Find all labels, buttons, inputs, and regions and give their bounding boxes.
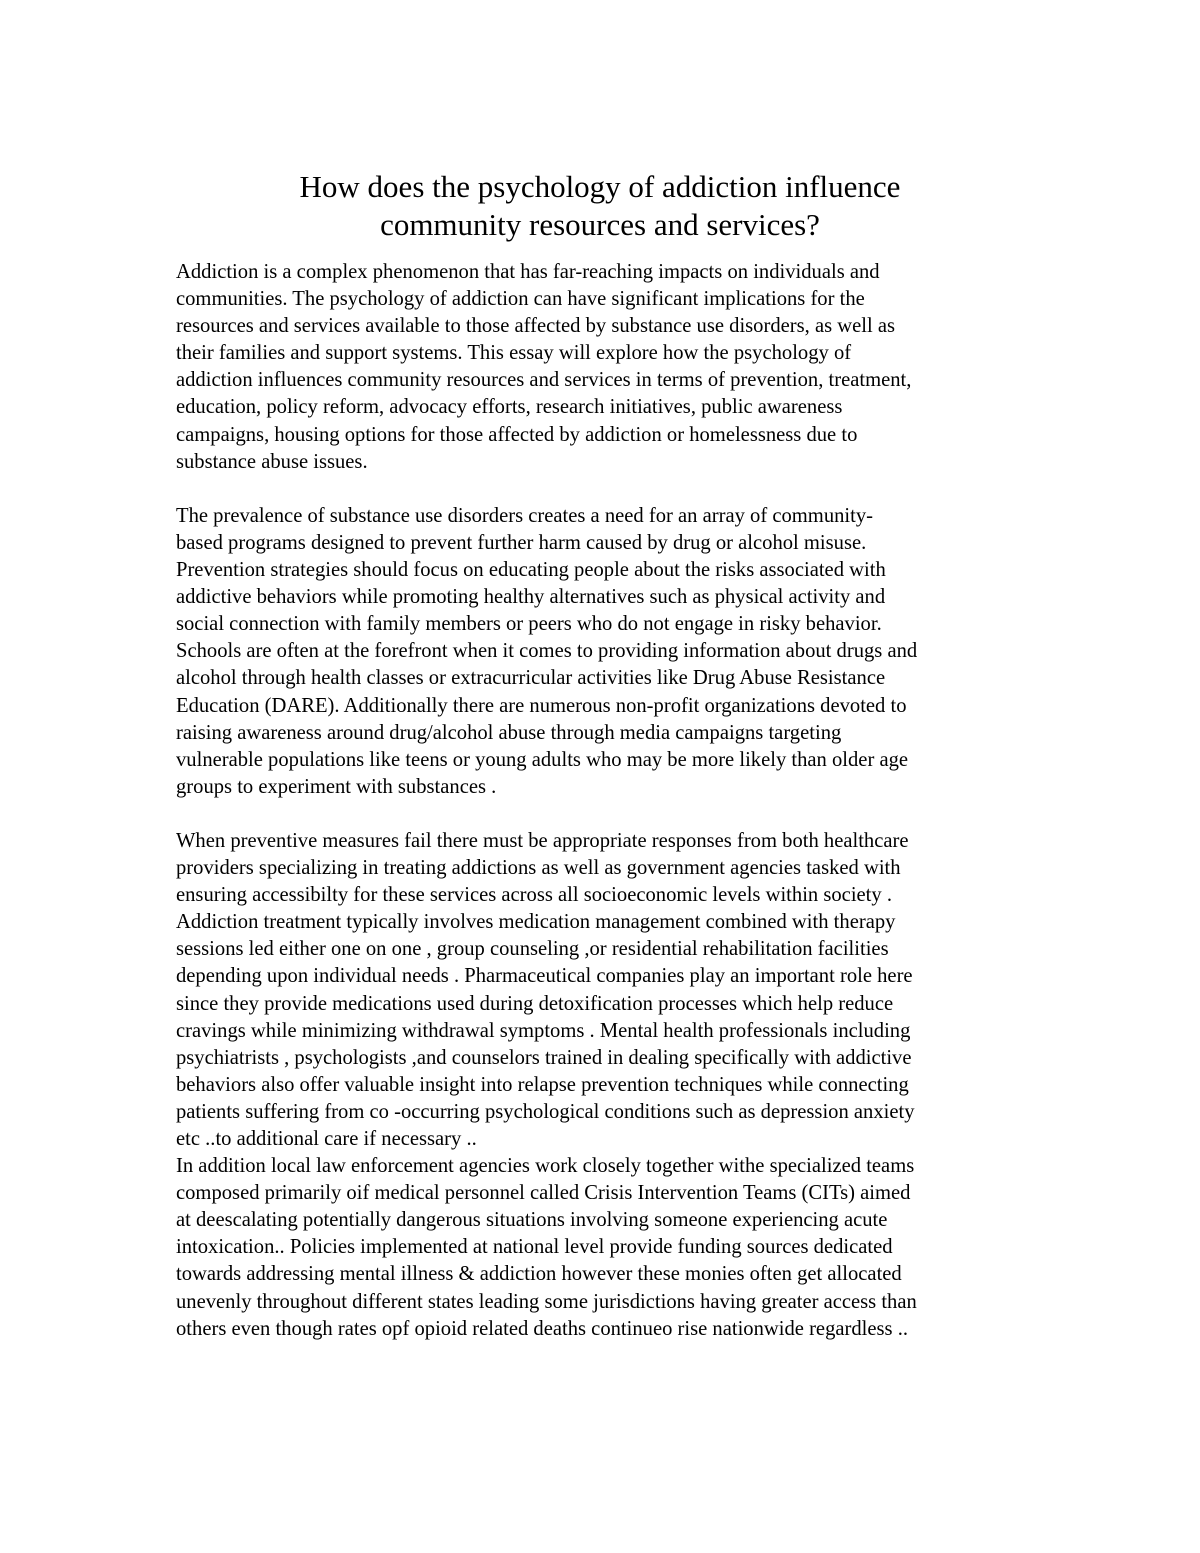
text-line: alcohol through health classes or extracurricular activities like Drug Abuse Resistance (176, 667, 886, 690)
text-line: composed primarily oif medical personnel called Crisis Intervention Teams (CITs) aimed (176, 1182, 911, 1205)
text-line: resources and services available to those affected by substance use disorders, as well as (176, 315, 896, 338)
paragraph-4 (176, 1153, 1036, 1343)
text-line: addiction influences community resources and services in terms of prevention, treatment, (176, 369, 912, 392)
text-line: their families and support systems. This essay will explore how the psychology of (176, 342, 852, 365)
text-line: raising awareness around drug/alcohol abuse through media campaigns targeting (176, 721, 842, 744)
text-line: Prevention strategies should focus on educating people about the risks associated with (176, 559, 886, 582)
title-line: community resources and services? (380, 207, 820, 242)
text-line: Education (DARE). Additionally there are numerous non-profit organizations devoted to (176, 694, 907, 717)
text-line: Addiction is a complex phenomenon that has far-reaching impacts on individuals and (176, 261, 880, 283)
text-line: unevenly throughout different states leading some jurisdictions having greater access than (176, 1290, 917, 1313)
paragraph-spacer (176, 801, 1036, 828)
text-line: campaigns, housing options for those affected by addiction or homelessness due to (176, 423, 858, 446)
text-line: depending upon individual needs . Pharmaceutical companies play an important role here (176, 965, 913, 988)
text-line: communities. The psychology of addiction can have significant implications for the (176, 288, 865, 311)
document-title (176, 168, 1024, 244)
text-line: addictive behaviors while promoting healthy alternatives such as physical activity and (176, 586, 886, 609)
text-line: based programs designed to prevent further harm caused by drug or alcohol misuse. (176, 531, 867, 554)
text-line: When preventive measures fail there must be appropriate responses from both healthcare (176, 829, 909, 852)
text-line: psychiatrists , psychologists ,and counselors trained in dealing specifically with addictive (176, 1046, 912, 1069)
text-line: providers specializing in treating addictions as well as government agencies tasked with (176, 857, 901, 880)
text-line: substance abuse issues. (176, 450, 368, 473)
paragraph-1 (176, 259, 1036, 476)
title-line: How does the psychology of addiction influence (299, 169, 901, 204)
text-line: vulnerable populations like teens or young adults who may be more likely than older age (176, 748, 909, 771)
text-line: others even though rates opf opioid related deaths continueo rise nationwide regardless .. (176, 1317, 909, 1340)
paragraph-2 (176, 503, 1036, 801)
text-line: cravings while minimizing withdrawal symptoms . Mental health professionals including (176, 1019, 911, 1042)
document-body (176, 259, 1036, 1343)
text-line: etc ..to additional care if necessary .. (176, 1128, 477, 1150)
text-line: Addiction treatment typically involves medication management combined with therapy (176, 911, 896, 934)
text-line: intoxication.. Policies implemented at national level provide funding sources dedicated (176, 1236, 893, 1259)
text-line: Schools are often at the forefront when it comes to providing information about drugs and (176, 640, 918, 663)
text-line: behaviors also offer valuable insight into relapse prevention techniques while connecting (176, 1073, 909, 1096)
text-line: education, policy reform, advocacy efforts, research initiatives, public awareness (176, 396, 843, 419)
text-line: towards addressing mental illness & addiction however these monies often get allocated (176, 1263, 902, 1286)
paragraph-spacer (176, 476, 1036, 503)
text-line: at deescalating potentially dangerous situations involving someone experiencing acute (176, 1209, 888, 1232)
text-line: since they provide medications used during detoxification processes which help reduce (176, 992, 894, 1015)
text-line: social connection with family members or peers who do not engage in risky behavior. (176, 613, 882, 636)
text-line: The prevalence of substance use disorders creates a need for an array of community- (176, 504, 874, 527)
text-line: ensuring accessibilty for these services across all socioeconomic levels within society . (176, 884, 892, 907)
text-line: groups to experiment with substances . (176, 775, 497, 798)
text-line: In addition local law enforcement agencies work closely together withe specialized teams (176, 1155, 915, 1178)
text-line: patients suffering from co -occurring psychological conditions such as depression anxiety (176, 1100, 915, 1123)
paragraph-3 (176, 828, 1036, 1153)
text-line: sessions led either one on one , group counseling ,or residential rehabilitation facilities (176, 938, 889, 961)
